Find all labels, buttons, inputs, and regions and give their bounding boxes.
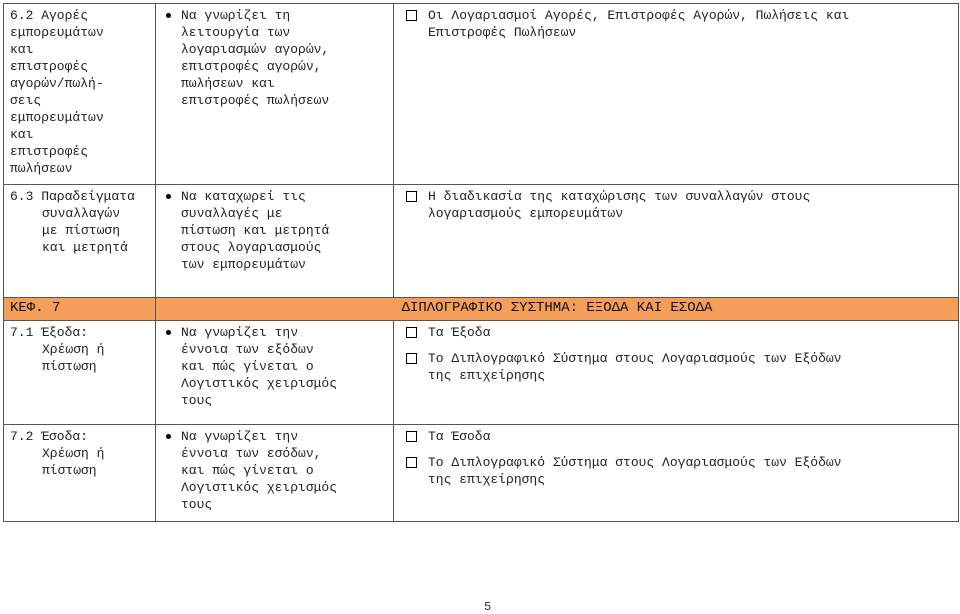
topics-cell [394, 185, 959, 298]
objective-line: έννοια των εσόδων, [181, 446, 322, 461]
unit-code-cell [4, 321, 156, 425]
unit-code-line: επιστροφές [10, 144, 89, 159]
objective-line: πωλήσεων και [181, 76, 275, 91]
objective-line: συναλλαγές με [181, 206, 283, 221]
chapter-header-row [4, 298, 959, 321]
topic-item [404, 454, 952, 488]
curriculum-table [3, 3, 959, 522]
unit-code-line: και μετρητά [42, 240, 128, 255]
unit-code-line: 7.1 Έξοδα: [10, 325, 89, 340]
unit-code-line: Χρέωση ή [42, 446, 105, 461]
unit-code-line: Χρέωση ή [42, 342, 105, 357]
topic-item [404, 188, 952, 222]
checkbox-icon [406, 457, 417, 468]
topic-item [404, 428, 952, 445]
unit-code-line: πίστωση [42, 359, 97, 374]
checkbox-icon [406, 431, 417, 442]
checkbox-icon [406, 353, 417, 364]
objective-line: και πώς γίνεται ο [181, 359, 314, 374]
unit-code-line: πωλήσεων [10, 161, 73, 176]
unit-code-line: 7.2 Έσοδα: [10, 429, 89, 444]
chapter-label: ΚΕΦ. 7 [4, 298, 156, 321]
table-row [4, 425, 959, 522]
unit-code-line: πίστωση [42, 463, 97, 478]
objective-line: στους λογαριασμούς [181, 240, 322, 255]
topics-cell [394, 321, 959, 425]
bullet-icon [166, 194, 171, 199]
unit-code-line: 6.2 Αγορές [10, 8, 89, 23]
objective-line: Να καταχωρεί τις [181, 189, 306, 204]
objective-line: λειτουργία των [181, 25, 291, 40]
unit-code-cell [4, 4, 156, 185]
topic-line: Το Διπλογραφικό Σύστημα στους Λογαριασμούς των Εξόδων [428, 351, 842, 366]
objective-line: και πώς γίνεται ο [181, 463, 314, 478]
unit-code-line: με πίστωση [42, 223, 121, 238]
topic-item [404, 350, 952, 384]
objective-cell [156, 185, 394, 298]
checkbox-icon [406, 191, 417, 202]
objective-line: Λογιστικός χειρισμός [181, 480, 338, 495]
topic-line: Τα Έσοδα [428, 429, 491, 444]
unit-code-cell [4, 425, 156, 522]
objective-line: έννοια των εξόδων [181, 342, 314, 357]
objective-line: Να γνωρίζει την [181, 325, 299, 340]
objective-line: τους [181, 393, 213, 408]
bullet-icon [166, 434, 171, 439]
unit-code-line: και [10, 127, 34, 142]
objective-cell [156, 4, 394, 185]
unit-code-line: σεις [10, 93, 42, 108]
unit-code-line: εμπορευμάτων [10, 110, 104, 125]
objective-line: επιστροφές αγορών, [181, 59, 322, 74]
bullet-icon [166, 13, 171, 18]
objective-line: τους [181, 497, 213, 512]
objective-cell [156, 321, 394, 425]
unit-code-line: επιστροφές [10, 59, 89, 74]
objective-line: επιστροφές πωλήσεων [181, 93, 330, 108]
unit-code-line: εμπορευμάτων [10, 25, 104, 40]
topic-item [404, 7, 952, 41]
objective-line: λογαριασμών αγορών, [181, 42, 330, 57]
topic-item [404, 324, 952, 341]
unit-code-line: και [10, 42, 34, 57]
objective-line: πίστωση και μετρητά [181, 223, 330, 238]
unit-code-line: 6.3 Παραδείγματα [10, 189, 135, 204]
topic-line: Οι Λογαριασμοί Αγορές, Επιστροφές Αγορών, Πωλήσεις και [428, 8, 850, 23]
checkbox-icon [406, 10, 417, 21]
bullet-icon [166, 330, 171, 335]
unit-code-line: αγορών/πωλή- [10, 76, 104, 91]
objective-line: Λογιστικός χειρισμός [181, 376, 338, 391]
topic-line: Τα Έξοδα [428, 325, 491, 340]
unit-code-line: συναλλαγών [42, 206, 121, 221]
topic-line: της επιχείρησης [428, 472, 546, 487]
table-row [4, 4, 959, 185]
topic-line: Επιστροφές Πωλήσεων [428, 25, 577, 40]
topics-cell [394, 4, 959, 185]
topic-line: λογαριασμούς εμπορευμάτων [428, 206, 624, 221]
checkbox-icon [406, 327, 417, 338]
objective-line: Να γνωρίζει την [181, 429, 299, 444]
table-row [4, 321, 959, 425]
objective-line: των εμπορευμάτων [181, 257, 306, 272]
topic-line: Η διαδικασία της καταχώρισης των συναλλαγών στους [428, 189, 811, 204]
page-number: 5 [484, 600, 492, 614]
objective-line: Να γνωρίζει τη [181, 8, 291, 23]
topics-cell [394, 425, 959, 522]
objective-cell [156, 425, 394, 522]
topic-line: της επιχείρησης [428, 368, 546, 383]
table-row [4, 185, 959, 298]
topic-line: Το Διπλογραφικό Σύστημα στους Λογαριασμούς των Εξόδων [428, 455, 842, 470]
unit-code-cell [4, 185, 156, 298]
chapter-title: ΔΙΠΛΟΓΡΑΦΙΚΟ ΣΥΣΤΗΜΑ: ΕΞΟΔΑ ΚΑΙ ΕΣΟΔΑ [156, 298, 959, 321]
